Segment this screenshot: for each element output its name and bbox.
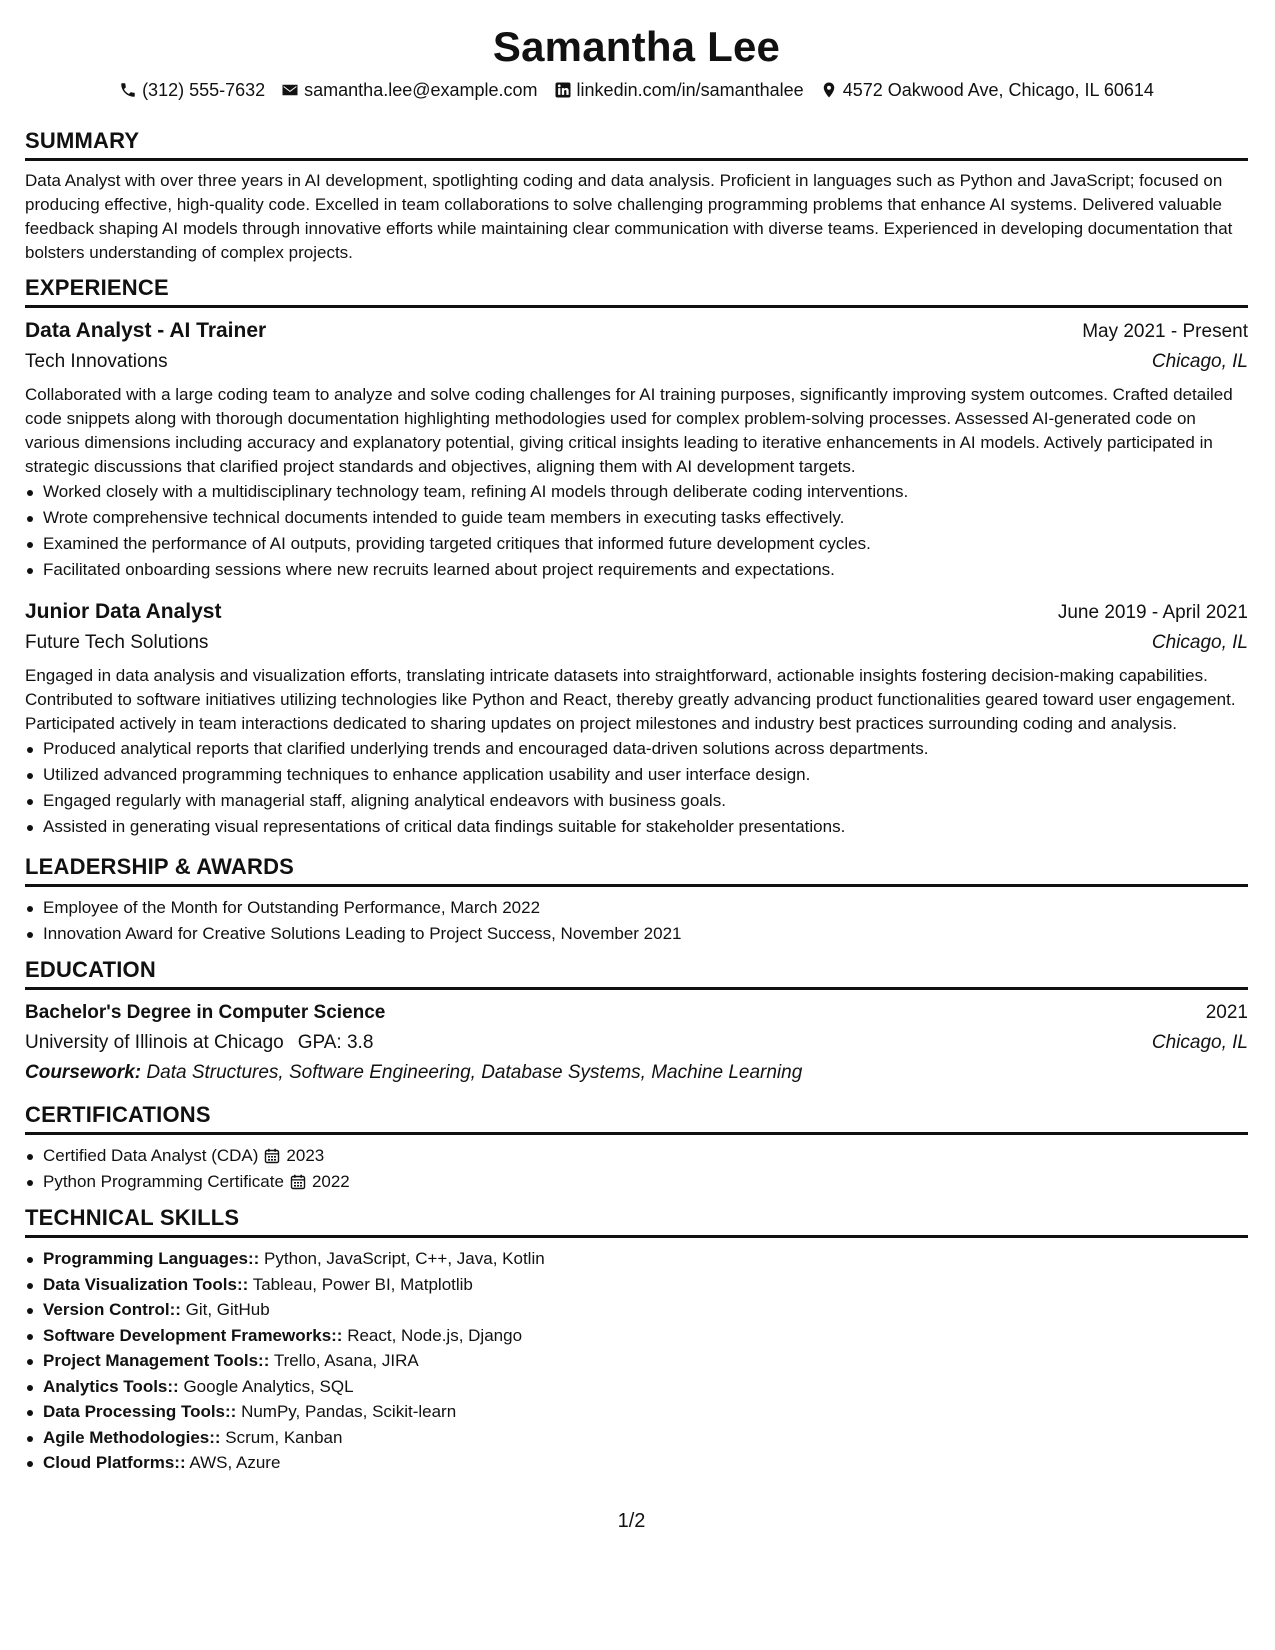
- page-number: 1/2: [617, 1510, 646, 1532]
- skill-label: Agile Methodologies::: [43, 1427, 221, 1447]
- skill-value: Python, JavaScript, C++, Java, Kotlin: [264, 1249, 545, 1268]
- job-title: Data Analyst - AI Trainer: [25, 319, 267, 342]
- skill-label: Data Processing Tools::: [43, 1402, 237, 1421]
- certifications-list: [25, 1143, 1248, 1195]
- list-item: [25, 1272, 1248, 1298]
- list-item: [25, 1425, 1248, 1451]
- certifications-section: [25, 1102, 1248, 1195]
- list-item: [25, 1169, 1248, 1195]
- linkedin-icon: [554, 81, 572, 99]
- list-item: [25, 1323, 1248, 1349]
- skill-value: React, Node.js, Django: [347, 1325, 523, 1345]
- job-location: Chicago, IL: [1151, 351, 1248, 372]
- skill-label: Project Management Tools::: [43, 1351, 270, 1370]
- skill-value: Scrum, Kanban: [225, 1427, 343, 1447]
- cert-name: Certified Data Analyst (CDA): [43, 1146, 259, 1165]
- skills-list: [25, 1246, 1248, 1476]
- resume-page: [25, 18, 1248, 1532]
- list-item: [25, 1297, 1248, 1323]
- job-bullets: [25, 479, 1248, 583]
- job-bullets: [25, 736, 1248, 840]
- summary-heading: SUMMARY: [25, 128, 1248, 161]
- skill-label: Version Control::: [43, 1300, 181, 1319]
- cert-year: 2023: [286, 1146, 325, 1165]
- degree-title: Bachelor's Degree in Computer Science: [25, 1002, 386, 1023]
- leadership-heading: LEADERSHIP & AWARDS: [25, 854, 1248, 887]
- list-item: Wrote comprehensive technical documents intended to guide team members in executing tasks effectively.: [25, 505, 1248, 531]
- skill-value: Tableau, Power BI, Matplotlib: [252, 1274, 473, 1294]
- summary-section: [25, 128, 1248, 265]
- leadership-section: [25, 854, 1248, 947]
- list-item: Facilitated onboarding sessions where new recruits learned about project requirements and expectations.: [25, 557, 1248, 583]
- job-dates: May 2021 - Present: [1082, 321, 1248, 342]
- job-description: Collaborated with a large coding team to analyze and solve coding challenges for AI training purposes, significantly improving system outcomes. Crafted detailed code snippets along with thorough documentation highlighting methodologies used for complex problem-solving processes. Assessed AI-generated code on various dimensions including accuracy and explanatory potential, giving critical insights leading to iterative enhancements in AI models. Actively participated in strategic discussions that clarified project standards and objectives, aligning them with AI development targets.: [25, 385, 1233, 476]
- education-section: [25, 957, 1248, 1088]
- experience-section: [25, 275, 1248, 840]
- list-item: [25, 1143, 1248, 1169]
- list-item: Innovation Award for Creative Solutions Leading to Project Success, November 2021: [25, 921, 1248, 947]
- school-location: Chicago, IL: [1151, 1032, 1248, 1053]
- list-item: [25, 1348, 1248, 1374]
- calendar-icon: [290, 1174, 306, 1190]
- job-description: Engaged in data analysis and visualization efforts, translating intricate datasets into straightforward, actionable insights fostering decision-making capabilities. Contributed to software initiatives utilizing technologies like Python and React, thereby greatly advancing product functionalities geared toward user engagement. Participated actively in team interactions dedicated to sharing updates on project milestones and industry best practices surrounding coding and analysis.: [25, 666, 1236, 733]
- coursework-label: Coursework:: [25, 1062, 142, 1083]
- company-name: Future Tech Solutions: [25, 632, 209, 653]
- list-item: Employee of the Month for Outstanding Performance, March 2022: [25, 895, 1248, 921]
- contact-linkedin[interactable]: [554, 78, 804, 102]
- skill-value: Google Analytics, SQL: [183, 1376, 354, 1396]
- list-item: Assisted in generating visual representations of critical data findings suitable for stakeholder presentations.: [25, 814, 1248, 840]
- skill-label: Software Development Frameworks::: [43, 1325, 343, 1345]
- list-item: [25, 1399, 1248, 1425]
- list-item: [25, 1246, 1248, 1272]
- skill-value: NumPy, Pandas, Scikit-learn: [241, 1402, 457, 1421]
- list-item: Engaged regularly with managerial staff, aligning analytical endeavors with business goals.: [25, 788, 1248, 814]
- skill-label: Data Visualization Tools::: [43, 1274, 249, 1294]
- address-text: 4572 Oakwood Ave, Chicago, IL 60614: [842, 80, 1154, 100]
- experience-heading: EXPERIENCE: [25, 275, 1248, 308]
- contact-address: [820, 78, 1154, 102]
- certifications-heading: CERTIFICATIONS: [25, 1102, 1248, 1135]
- skill-value: Trello, Asana, JIRA: [273, 1351, 419, 1370]
- list-item: Worked closely with a multidisciplinary technology team, refining AI models through deliberate coding interventions.: [25, 479, 1248, 505]
- skill-label: Programming Languages::: [43, 1249, 260, 1268]
- linkedin-text: linkedin.com/in/samanthalee: [576, 80, 804, 100]
- list-item: Examined the performance of AI outputs, providing targeted critiques that informed future development cycles.: [25, 531, 1248, 557]
- phone-text: (312) 555-7632: [142, 80, 266, 100]
- cert-name: Python Programming Certificate: [43, 1172, 284, 1191]
- phone-icon: [119, 81, 137, 99]
- coursework: [25, 1058, 1248, 1088]
- school-name: University of Illinois at Chicago: [25, 1032, 284, 1053]
- calendar-icon: [264, 1148, 280, 1164]
- contact-email[interactable]: [281, 78, 537, 102]
- list-item: [25, 1450, 1248, 1476]
- skill-label: Cloud Platforms::: [43, 1453, 186, 1472]
- skill-value: Git, GitHub: [185, 1300, 270, 1319]
- job-location: Chicago, IL: [1151, 632, 1248, 653]
- skill-label: Analytics Tools::: [43, 1376, 179, 1396]
- skills-section: [25, 1205, 1248, 1476]
- job-entry: [25, 316, 1248, 583]
- candidate-name: Samantha Lee: [492, 23, 781, 70]
- map-pin-icon: [820, 81, 838, 99]
- job-dates: June 2019 - April 2021: [1057, 602, 1248, 623]
- contact-phone: [119, 78, 265, 102]
- education-heading: EDUCATION: [25, 957, 1248, 990]
- email-text: samantha.lee@example.com: [304, 80, 538, 100]
- awards-list: [25, 895, 1248, 947]
- graduation-year: 2021: [1205, 1002, 1248, 1023]
- list-item: Utilized advanced programming techniques to enhance application usability and user interface design.: [25, 762, 1248, 788]
- contact-bar: [25, 78, 1248, 102]
- company-name: Tech Innovations: [25, 351, 168, 372]
- job-title: Junior Data Analyst: [25, 600, 222, 623]
- gpa: GPA: 3.8: [297, 1032, 374, 1053]
- list-item: Produced analytical reports that clarified underlying trends and encouraged data-driven solutions across departments.: [25, 736, 1248, 762]
- envelope-icon: [281, 81, 299, 99]
- skill-value: AWS, Azure: [189, 1453, 281, 1472]
- coursework-list: Data Structures, Software Engineering, Database Systems, Machine Learning: [146, 1062, 803, 1083]
- job-entry: [25, 597, 1248, 840]
- summary-text: Data Analyst with over three years in AI development, spotlighting coding and data analysis. Proficient in languages such as Python and JavaScript; focused on producing effective, high-quality code. Excelled in team collaborations to solve challenging programming problems that enhance AI systems. Delivered valuable feedback shaping AI models through innovative efforts while maintaining clear communication with diverse teams. Experienced in developing documentation that bolsters understanding of complex projects.: [25, 171, 1233, 262]
- list-item: [25, 1374, 1248, 1400]
- skills-heading: TECHNICAL SKILLS: [25, 1205, 1248, 1238]
- cert-year: 2022: [311, 1172, 350, 1191]
